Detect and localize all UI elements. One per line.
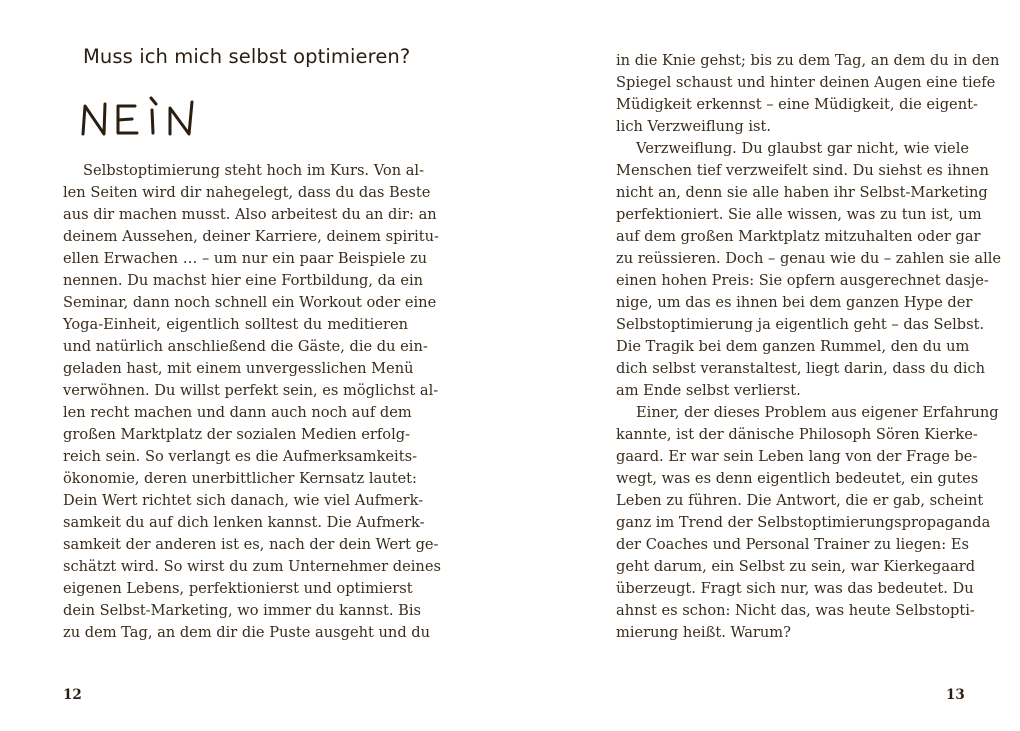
text-line: mierung heißt. Warum? bbox=[616, 624, 791, 641]
text-line: perfektioniert. Sie alle wissen, was zu tun ist, um bbox=[616, 206, 982, 223]
text-line: ahnst es schon: Nicht das, was heute Selbstopti- bbox=[616, 602, 975, 619]
text-line: len Seiten wird dir nahegelegt, dass du das Beste bbox=[63, 184, 431, 201]
text-line: ökonomie, deren unerbittlicher Kernsatz lautet: bbox=[63, 470, 417, 487]
text-line: am Ende selbst verlierst. bbox=[616, 382, 801, 399]
text-line: ganz im Trend der Selbstoptimierungspropaganda bbox=[616, 514, 991, 531]
text-line: Menschen tief verzweifelt sind. Du siehst es ihnen bbox=[616, 162, 989, 179]
text-line: dein Selbst-Marketing, wo immer du kannst. Bis bbox=[63, 602, 422, 619]
text-line: aus dir machen musst. Also arbeitest du an dir: an bbox=[63, 206, 437, 223]
page-number: 12 bbox=[63, 687, 82, 703]
text-line: deinem Aussehen, deiner Karriere, deinem spiritu- bbox=[63, 228, 439, 245]
text-line: zu dem Tag, an dem dir die Puste ausgeht und du bbox=[63, 624, 431, 641]
chapter-heading: Muss ich mich selbst optimieren? bbox=[83, 45, 411, 68]
text-line: Verzweiflung. Du glaubst gar nicht, wie viele bbox=[636, 140, 969, 157]
text-line: Dein Wert richtet sich danach, wie viel Aufmerk- bbox=[63, 492, 424, 509]
text-line: kannte, ist der dänische Philosoph Sören Kierke- bbox=[616, 426, 978, 443]
text-line: Einer, der dieses Problem aus eigener Erfahrung bbox=[636, 404, 999, 421]
text-line: gaard. Er war sein Leben lang von der Frage be- bbox=[616, 448, 978, 465]
handwritten-answer-nein bbox=[80, 94, 205, 138]
text-line: Selbstoptimierung steht hoch im Kurs. Von al- bbox=[83, 162, 425, 179]
text-line: lich Verzweiflung ist. bbox=[616, 118, 772, 135]
text-line: in die Knie gehst; bis zu dem Tag, an dem du in den bbox=[616, 52, 1000, 69]
text-line: nennen. Du machst hier eine Fortbildung, da ein bbox=[63, 272, 424, 289]
text-line: einen hohen Preis: Sie opfern ausgerechnet dasje- bbox=[616, 272, 989, 289]
right-page bbox=[510, 0, 1020, 731]
text-line: großen Marktplatz der sozialen Medien erfolg- bbox=[63, 426, 411, 443]
text-line: samkeit du auf dich lenken kannst. Die Aufmerk- bbox=[63, 514, 425, 531]
text-line: geht darum, ein Selbst zu sein, war Kierkegaard bbox=[616, 558, 976, 575]
text-line: ellen Erwachen … – um nur ein paar Beispiele zu bbox=[63, 250, 428, 267]
text-line: auf dem großen Marktplatz mitzuhalten oder gar bbox=[616, 228, 981, 245]
text-line: Spiegel schaust und hinter deinen Augen eine tiefe bbox=[616, 74, 996, 91]
text-line: überzeugt. Fragt sich nur, was das bedeutet. Du bbox=[616, 580, 974, 597]
text-line: Müdigkeit erkennst – eine Müdigkeit, die eigent- bbox=[616, 96, 978, 113]
text-line: Selbstoptimierung ja eigentlich geht – das Selbst. bbox=[616, 316, 985, 333]
text-line: verwöhnen. Du willst perfekt sein, es möglichst al- bbox=[63, 382, 439, 399]
text-line: und natürlich anschließend die Gäste, die du ein- bbox=[63, 338, 428, 355]
text-line: nicht an, denn sie alle haben ihr Selbst-Marketing bbox=[616, 184, 988, 201]
page-number: 13 bbox=[946, 687, 965, 703]
text-line: geladen hast, mit einem unvergesslichen Menü bbox=[63, 360, 414, 377]
text-line: reich sein. So verlangt es die Aufmerksamkeits- bbox=[63, 448, 417, 465]
text-line: samkeit der anderen ist es, nach der dein Wert ge- bbox=[63, 536, 439, 553]
text-line: eigenen Lebens, perfektionierst und optimierst bbox=[63, 580, 413, 597]
text-line: schätzt wird. So wirst du zum Unternehmer deines bbox=[63, 558, 441, 575]
text-line: der Coaches und Personal Trainer zu liegen: Es bbox=[616, 536, 969, 553]
text-line: len recht machen und dann auch noch auf dem bbox=[63, 404, 412, 421]
text-line: Seminar, dann noch schnell ein Workout oder eine bbox=[63, 294, 437, 311]
text-line: nige, um das es ihnen bei dem ganzen Hype der bbox=[616, 294, 973, 311]
text-line: zu reüssieren. Doch – genau wie du – zahlen sie alle bbox=[616, 250, 1002, 267]
text-line: dich selbst veranstaltest, liegt darin, dass du dich bbox=[616, 360, 985, 377]
text-line: Die Tragik bei dem ganzen Rummel, den du um bbox=[616, 338, 970, 355]
text-line: Leben zu führen. Die Antwort, die er gab, scheint bbox=[616, 492, 984, 509]
text-line: wegt, was es denn eigentlich bedeutet, ein gutes bbox=[616, 470, 979, 487]
text-line: Yoga-Einheit, eigentlich solltest du meditieren bbox=[63, 316, 408, 333]
